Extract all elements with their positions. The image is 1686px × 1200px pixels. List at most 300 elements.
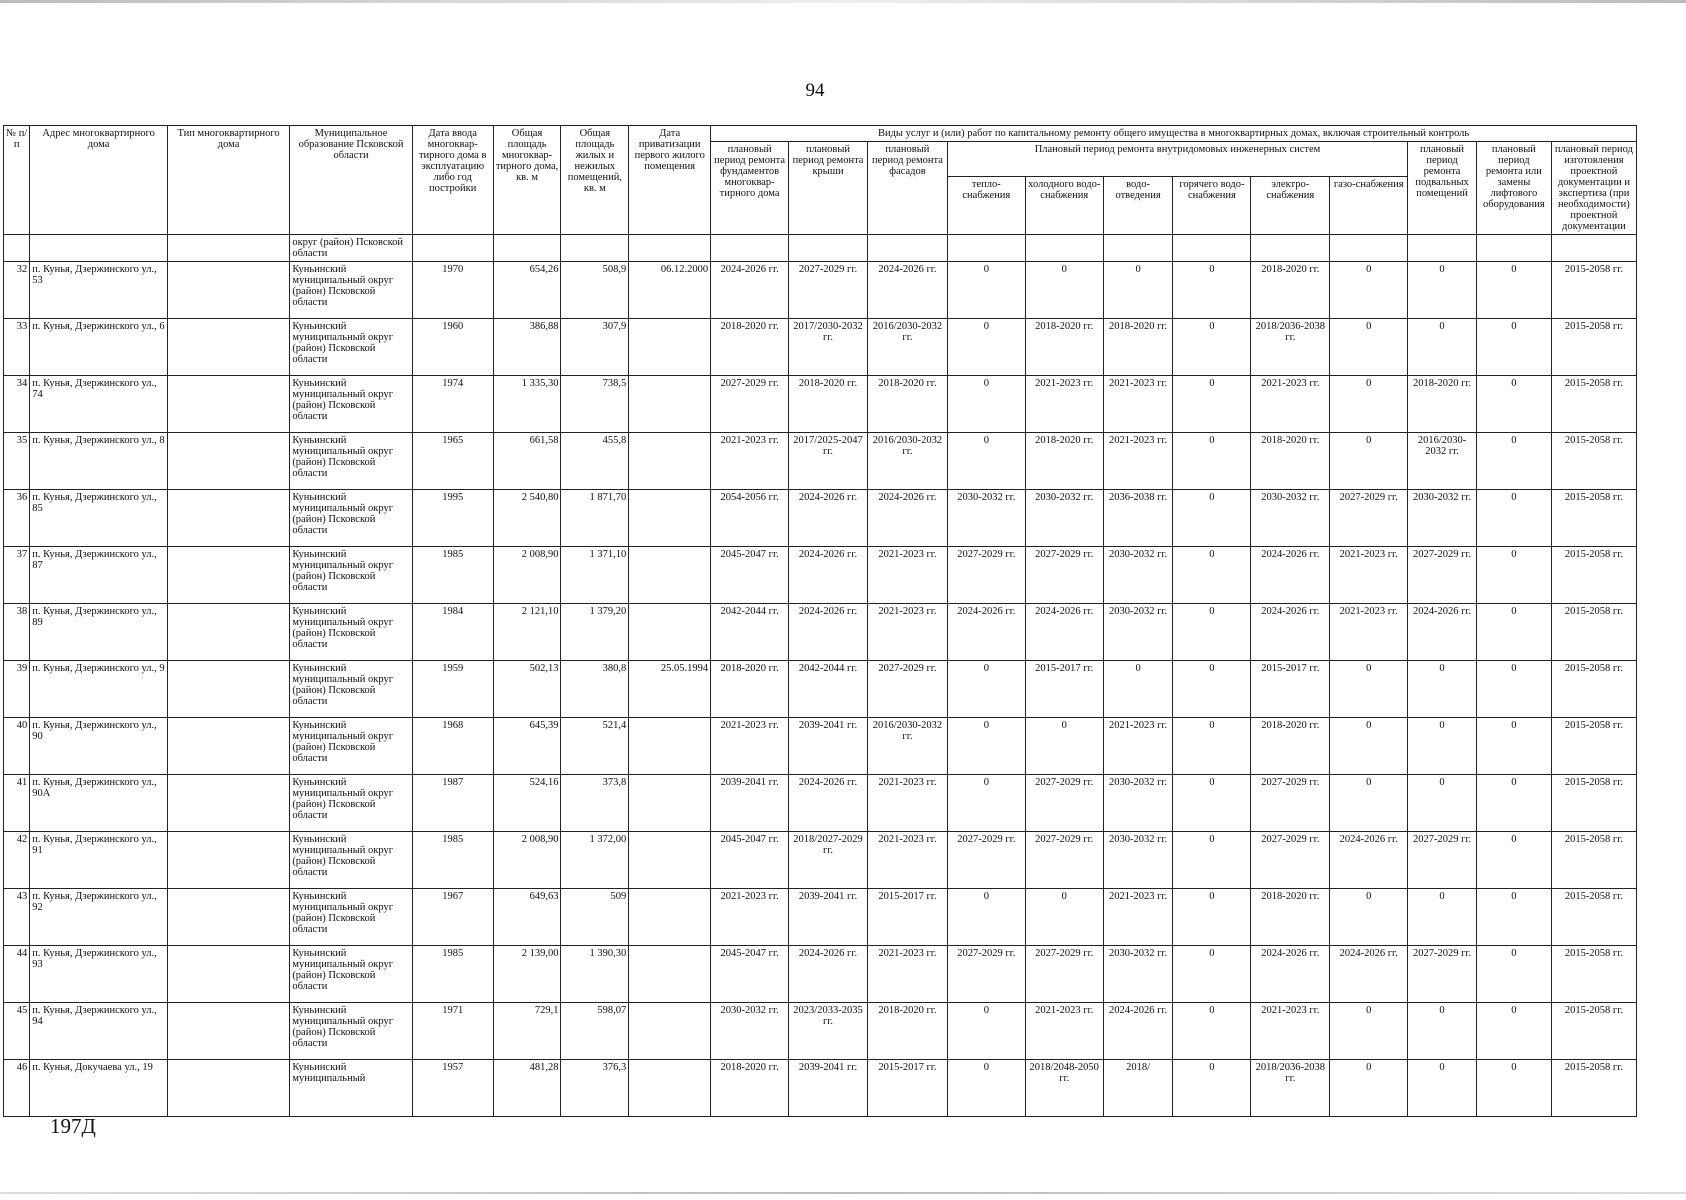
cell-area-total: 2 139,00 [493,946,561,1003]
col-header-type: Тип многоквартирного дома [167,126,289,235]
cell-year: 1960 [412,319,493,376]
cell-electric: 2021-2023 гг. [1251,376,1330,433]
cell-hot-water: 0 [1173,832,1251,889]
cell-heat: 0 [947,319,1025,376]
cell-basement: 0 [1408,319,1477,376]
cell-elevator: 0 [1476,547,1551,604]
cell-electric: 2021-2023 гг. [1251,1003,1330,1060]
cell-area-total: 524,16 [493,775,561,832]
cell-heat: 0 [947,262,1025,319]
col-header-gas: газо-снабжения [1330,176,1408,234]
col-header-roof: плановый период ремонта крыши [789,142,868,235]
cell-year: 1957 [412,1060,493,1117]
table-row [4,889,1637,946]
cell-hot-water: 0 [1173,946,1251,1003]
cell-sewage: 0 [1103,262,1173,319]
cell-num: 46 [4,1060,30,1117]
cell-area-living: 508,9 [561,262,629,319]
cell-cold-water: 2024-2026 гг. [1025,604,1103,661]
cell-num: 45 [4,1003,30,1060]
cell-gas: 0 [1330,661,1408,718]
cell-roof: 2039-2041 гг. [789,889,868,946]
cell-num: 37 [4,547,30,604]
cell-hot-water: 0 [1173,262,1251,319]
cell-basement: 2018-2020 гг. [1408,376,1477,433]
cell-heat: 0 [947,433,1025,490]
cell-area-living: 307,9 [561,319,629,376]
cell-num: 38 [4,604,30,661]
cell-roof: 2023/2033-2035 гг. [789,1003,868,1060]
cell-address: п. Кунья, Дзержинского ул., 53 [30,262,168,319]
cell-cold-water: 2027-2029 гг. [1025,946,1103,1003]
cell-heat: 2024-2026 гг. [947,604,1025,661]
cell-type [167,319,289,376]
cell-elevator: 0 [1476,718,1551,775]
cell-electric: 2027-2029 гг. [1251,775,1330,832]
cell-address: п. Кунья, Докучаева ул., 19 [30,1060,168,1117]
cell-roof: 2024-2026 гг. [789,775,868,832]
cell-roof: 2017/2025-2047 гг. [789,433,868,490]
cell-electric: 2024-2026 гг. [1251,946,1330,1003]
cell-heat: 0 [947,661,1025,718]
cell-sewage: 0 [1103,661,1173,718]
cell-privatization [629,319,711,376]
cell-privatization [629,775,711,832]
cell-area-total: 1 335,30 [493,376,561,433]
cell-area-living: 598,07 [561,1003,629,1060]
cell-basement: 2030-2032 гг. [1408,490,1477,547]
cell-sewage: 2030-2032 гг. [1103,946,1173,1003]
cell-type [167,1060,289,1117]
cell-area-living: 376,3 [561,1060,629,1117]
cell-design-docs: 2015-2058 гг. [1551,718,1636,775]
cell-hot-water: 0 [1173,319,1251,376]
cell-address: п. Кунья, Дзержинского ул., 92 [30,889,168,946]
cell-design-docs: 2015-2058 гг. [1551,262,1636,319]
cell-roof: 2024-2026 гг. [789,604,868,661]
cell-address: п. Кунья, Дзержинского ул., 89 [30,604,168,661]
cell-hot-water: 0 [1173,1060,1251,1117]
cell-gas: 2021-2023 гг. [1330,547,1408,604]
cell-hot-water: 0 [1173,490,1251,547]
cell-elevator: 0 [1476,775,1551,832]
cell-year: 1985 [412,946,493,1003]
cell-cold-water: 2027-2029 гг. [1025,775,1103,832]
cell-gas: 2024-2026 гг. [1330,832,1408,889]
cell-electric: 2015-2017 гг. [1251,661,1330,718]
cell-design-docs: 2015-2058 гг. [1551,775,1636,832]
cell-empty [711,235,789,262]
col-header-privatization: Дата приватизации первого жилого помещения [629,126,711,235]
cell-area-living: 521,4 [561,718,629,775]
cell-type [167,604,289,661]
cell-gas: 2021-2023 гг. [1330,604,1408,661]
cell-type [167,832,289,889]
cell-basement: 0 [1408,661,1477,718]
scan-edge-top [0,0,1686,3]
cell-foundation: 2018-2020 гг. [711,319,789,376]
cell-year: 1995 [412,490,493,547]
cell-cold-water: 2021-2023 гг. [1025,376,1103,433]
cell-heat: 2027-2029 гг. [947,946,1025,1003]
cell-municipality: Куньинский муниципальный округ (район) Псковской области [290,1003,412,1060]
cell-area-total: 649,63 [493,889,561,946]
cell-privatization [629,604,711,661]
cell-privatization [629,433,711,490]
cell-design-docs: 2015-2058 гг. [1551,490,1636,547]
cell-design-docs: 2015-2058 гг. [1551,889,1636,946]
cell-cold-water: 2030-2032 гг. [1025,490,1103,547]
cell-electric: 2018-2020 гг. [1251,889,1330,946]
cell-num: 41 [4,775,30,832]
cell-privatization [629,718,711,775]
cell-electric: 2030-2032 гг. [1251,490,1330,547]
cell-roof: 2042-2044 гг. [789,661,868,718]
cell-municipality: Куньинский муниципальный округ (район) Псковской области [290,946,412,1003]
cell-sewage: 2021-2023 гг. [1103,433,1173,490]
cell-area-living: 1 390,30 [561,946,629,1003]
cell-type [167,775,289,832]
cell-foundation: 2021-2023 гг. [711,718,789,775]
cell-elevator: 0 [1476,889,1551,946]
cell-cold-water: 2027-2029 гг. [1025,547,1103,604]
cell-type [167,262,289,319]
cell-facade: 2021-2023 гг. [867,832,947,889]
cell-design-docs: 2015-2058 гг. [1551,946,1636,1003]
header-row-1 [4,126,1637,142]
cell-elevator: 0 [1476,376,1551,433]
cell-elevator: 0 [1476,1060,1551,1117]
cell-elevator: 0 [1476,433,1551,490]
cell-foundation: 2024-2026 гг. [711,262,789,319]
cell-area-living: 738,5 [561,376,629,433]
cell-cold-water: 2018-2020 гг. [1025,433,1103,490]
cell-facade: 2024-2026 гг. [867,490,947,547]
cell-roof: 2024-2026 гг. [789,946,868,1003]
cell-address: п. Кунья, Дзержинского ул., 91 [30,832,168,889]
col-header-heat: тепло-снабжения [947,176,1025,234]
cell-address: п. Кунья, Дзержинского ул., 87 [30,547,168,604]
cell-area-living: 455,8 [561,433,629,490]
cell-gas: 2024-2026 гг. [1330,946,1408,1003]
cell-address: п. Кунья, Дзержинского ул., 85 [30,490,168,547]
col-header-electric: электро-снабжения [1251,176,1330,234]
cell-elevator: 0 [1476,1003,1551,1060]
cell-foundation: 2030-2032 гг. [711,1003,789,1060]
cell-empty [1330,235,1408,262]
cell-sewage: 2030-2032 гг. [1103,604,1173,661]
cell-sewage: 2018-2020 гг. [1103,319,1173,376]
col-header-municipality: Муниципальное образование Псковской области [290,126,412,235]
table-row [4,661,1637,718]
document-code: 197Д [50,1114,96,1138]
cell-empty [947,235,1025,262]
cell-num: 34 [4,376,30,433]
cell-sewage: 2021-2023 гг. [1103,376,1173,433]
table-row [4,376,1637,433]
table-row [4,1003,1637,1060]
cell-roof: 2017/2030-2032 гг. [789,319,868,376]
cell-num: 36 [4,490,30,547]
cell-year: 1984 [412,604,493,661]
cell-gas: 2027-2029 гг. [1330,490,1408,547]
cell-empty [1251,235,1330,262]
cell-type [167,547,289,604]
cell-type [167,661,289,718]
cell-foundation: 2039-2041 гг. [711,775,789,832]
cell-facade: 2016/2030-2032 гг. [867,319,947,376]
table-row [4,604,1637,661]
table-row [4,490,1637,547]
cell-design-docs: 2015-2058 гг. [1551,1003,1636,1060]
cell-privatization [629,832,711,889]
cell-basement: 2027-2029 гг. [1408,946,1477,1003]
cell-design-docs: 2015-2058 гг. [1551,832,1636,889]
cell-address: п. Кунья, Дзержинского ул., 74 [30,376,168,433]
cell-facade: 2021-2023 гг. [867,547,947,604]
col-header-area-living: Общая площадь жилых и нежилых помещений, кв. м [561,126,629,235]
cell-hot-water: 0 [1173,547,1251,604]
cell-heat: 0 [947,1060,1025,1117]
cell-num: 40 [4,718,30,775]
cell-area-total: 2 008,90 [493,832,561,889]
cell-roof: 2018-2020 гг. [789,376,868,433]
cell-heat: 0 [947,718,1025,775]
cell-facade: 2021-2023 гг. [867,946,947,1003]
cell-cold-water: 2018-2020 гг. [1025,319,1103,376]
cell-year: 1965 [412,433,493,490]
cell-gas: 0 [1330,889,1408,946]
cell-address: п. Кунья, Дзержинского ул., 93 [30,946,168,1003]
cell-empty [789,235,868,262]
cell-elevator: 0 [1476,604,1551,661]
table-row [4,1060,1637,1117]
col-header-basement: плановый период ремонта подвальных помещений [1408,142,1477,235]
cell-gas: 0 [1330,718,1408,775]
cell-heat: 2030-2032 гг. [947,490,1025,547]
cell-cold-water: 0 [1025,262,1103,319]
cell-municipality: Куньинский муниципальный округ (район) Псковской области [290,262,412,319]
cell-hot-water: 0 [1173,433,1251,490]
cell-roof: 2039-2041 гг. [789,718,868,775]
cell-municipality: Куньинский муниципальный округ (район) Псковской области [290,718,412,775]
cell-sewage: 2030-2032 гг. [1103,832,1173,889]
cell-roof: 2018/2027-2029 гг. [789,832,868,889]
cell-facade: 2018-2020 гг. [867,376,947,433]
col-header-address: Адрес многоквартирного дома [30,126,168,235]
col-header-works-group: Виды услуг и (или) работ по капитальному ремонту общего имущества в многоквартирных домах, включая строительный контроль [711,126,1637,142]
col-header-num: № п/п [4,126,30,235]
cell-area-total: 2 121,10 [493,604,561,661]
cell-area-total: 729,1 [493,1003,561,1060]
table-row [4,547,1637,604]
cell-foundation: 2027-2029 гг. [711,376,789,433]
cell-year: 1968 [412,718,493,775]
cell-address: п. Кунья, Дзержинского ул., 90 [30,718,168,775]
cell-heat: 0 [947,1003,1025,1060]
cell-heat: 0 [947,889,1025,946]
cell-empty [1551,235,1636,262]
cell-gas: 0 [1330,775,1408,832]
cell-foundation: 2021-2023 гг. [711,889,789,946]
cell-foundation: 2042-2044 гг. [711,604,789,661]
cell-sewage: 2021-2023 гг. [1103,889,1173,946]
cell-type [167,433,289,490]
cell-facade: 2021-2023 гг. [867,604,947,661]
cell-empty [4,235,30,262]
cell-roof: 2027-2029 гг. [789,262,868,319]
cell-privatization [629,547,711,604]
col-header-facade: плановый период ремонта фасадов [867,142,947,235]
cell-hot-water: 0 [1173,889,1251,946]
col-header-design-docs: плановый период изготовления проектной документации и экспертиза (при необходимости) проектной документации [1551,142,1636,235]
cell-foundation: 2018-2020 гг. [711,661,789,718]
col-header-cold-water: холодного водо-снабжения [1025,176,1103,234]
table-row [4,718,1637,775]
cell-type [167,1003,289,1060]
cell-municipality: Куньинский муниципальный [290,1060,412,1117]
cell-area-living: 1 372,00 [561,832,629,889]
cell-area-total: 661,58 [493,433,561,490]
cell-gas: 0 [1330,1003,1408,1060]
col-header-elevator: плановый период ремонта или замены лифтового оборудования [1476,142,1551,235]
cell-design-docs: 2015-2058 гг. [1551,547,1636,604]
cell-gas: 0 [1330,376,1408,433]
cell-type [167,889,289,946]
cell-roof: 2039-2041 гг. [789,1060,868,1117]
cell-elevator: 0 [1476,946,1551,1003]
page-number: 94 [805,80,825,101]
cell-empty [629,235,711,262]
cell-cold-water: 2015-2017 гг. [1025,661,1103,718]
cell-privatization [629,1003,711,1060]
cell-design-docs: 2015-2058 гг. [1551,319,1636,376]
cell-empty [1103,235,1173,262]
cell-empty [1476,235,1551,262]
cell-roof: 2024-2026 гг. [789,490,868,547]
cell-area-living: 373,8 [561,775,629,832]
cell-address: п. Кунья, Дзержинского ул., 94 [30,1003,168,1060]
table-row [4,433,1637,490]
table-row [4,319,1637,376]
cell-municipality: Куньинский муниципальный округ (район) Псковской области [290,775,412,832]
cell-num: 39 [4,661,30,718]
cell-municipality: Куньинский муниципальный округ (район) Псковской области [290,832,412,889]
cell-hot-water: 0 [1173,1003,1251,1060]
cell-foundation: 2045-2047 гг. [711,547,789,604]
cell-year: 1971 [412,1003,493,1060]
cell-address: п. Кунья, Дзержинского ул., 90А [30,775,168,832]
cell-area-living: 1 379,20 [561,604,629,661]
cell-electric: 2018-2020 гг. [1251,262,1330,319]
cell-area-total: 2 540,80 [493,490,561,547]
cell-hot-water: 0 [1173,718,1251,775]
cell-empty [561,235,629,262]
cell-hot-water: 0 [1173,376,1251,433]
cell-design-docs: 2015-2058 гг. [1551,661,1636,718]
cell-elevator: 0 [1476,490,1551,547]
cell-empty [167,235,289,262]
cell-area-total: 481,28 [493,1060,561,1117]
table-body [4,235,1637,1117]
cell-design-docs: 2015-2058 гг. [1551,433,1636,490]
cell-elevator: 0 [1476,832,1551,889]
cell-area-total: 2 008,90 [493,547,561,604]
cell-num: 44 [4,946,30,1003]
table-row [4,832,1637,889]
cell-area-total: 386,88 [493,319,561,376]
cell-facade: 2015-2017 гг. [867,889,947,946]
cell-year: 1985 [412,547,493,604]
cell-elevator: 0 [1476,319,1551,376]
col-header-sewage: водо-отведения [1103,176,1173,234]
cell-address: п. Кунья, Дзержинского ул., 8 [30,433,168,490]
col-header-systems-group: Плановый период ремонта внутридомовых инженерных систем [947,142,1407,177]
cell-type [167,490,289,547]
cell-year: 1967 [412,889,493,946]
cell-facade: 2027-2029 гг. [867,661,947,718]
col-header-year: Дата ввода многоквар-тирного дома в эксплуатацию либо год постройки [412,126,493,235]
cell-foundation: 2018-2020 гг. [711,1060,789,1117]
cell-facade: 2016/2030-2032 гг. [867,718,947,775]
housing-repair-table [3,125,1637,1117]
cell-area-living: 1 371,10 [561,547,629,604]
cell-year: 1987 [412,775,493,832]
cell-year: 1974 [412,376,493,433]
cell-municipality: Куньинский муниципальный округ (район) Псковской области [290,376,412,433]
cell-basement: 2016/2030-2032 гг. [1408,433,1477,490]
cell-facade: 2018-2020 гг. [867,1003,947,1060]
cell-address: п. Кунья, Дзержинского ул., 6 [30,319,168,376]
cell-gas: 0 [1330,433,1408,490]
cell-electric: 2027-2029 гг. [1251,832,1330,889]
cell-cold-water: 2027-2029 гг. [1025,832,1103,889]
cell-basement: 0 [1408,889,1477,946]
cell-municipality: Куньинский муниципальный округ (район) Псковской области [290,433,412,490]
col-header-area-total: Общая площадь многоквар-тирного дома, кв. м [493,126,561,235]
col-header-foundation: плановый период ремонта фундаментов многоквар-тирного дома [711,142,789,235]
table-row [4,775,1637,832]
cell-empty [1173,235,1251,262]
cell-facade: 2021-2023 гг. [867,775,947,832]
cell-municipality: Куньинский муниципальный округ (район) Псковской области [290,889,412,946]
cell-electric: 2018/2036-2038 гг. [1251,1060,1330,1117]
cell-basement: 0 [1408,775,1477,832]
cell-sewage: 2021-2023 гг. [1103,718,1173,775]
cell-privatization [629,490,711,547]
scan-edge-bottom [0,1192,1686,1194]
cell-empty [412,235,493,262]
cell-sewage: 2030-2032 гг. [1103,547,1173,604]
cell-elevator: 0 [1476,262,1551,319]
cell-gas: 0 [1330,1060,1408,1117]
cell-electric: 2018/2036-2038 гг. [1251,319,1330,376]
cell-hot-water: 0 [1173,775,1251,832]
cell-num: 33 [4,319,30,376]
cell-municipality: округ (район) Псковской области [290,235,412,262]
cell-cold-water: 0 [1025,718,1103,775]
cell-empty [1408,235,1477,262]
cell-roof: 2024-2026 гг. [789,547,868,604]
cell-facade: 2024-2026 гг. [867,262,947,319]
continuation-row [4,235,1637,262]
cell-sewage: 2018/ [1103,1060,1173,1117]
cell-type [167,946,289,1003]
cell-type [167,376,289,433]
cell-empty [493,235,561,262]
col-header-hot-water: горячего водо-снабжения [1173,176,1251,234]
cell-privatization: 06.12.2000 [629,262,711,319]
